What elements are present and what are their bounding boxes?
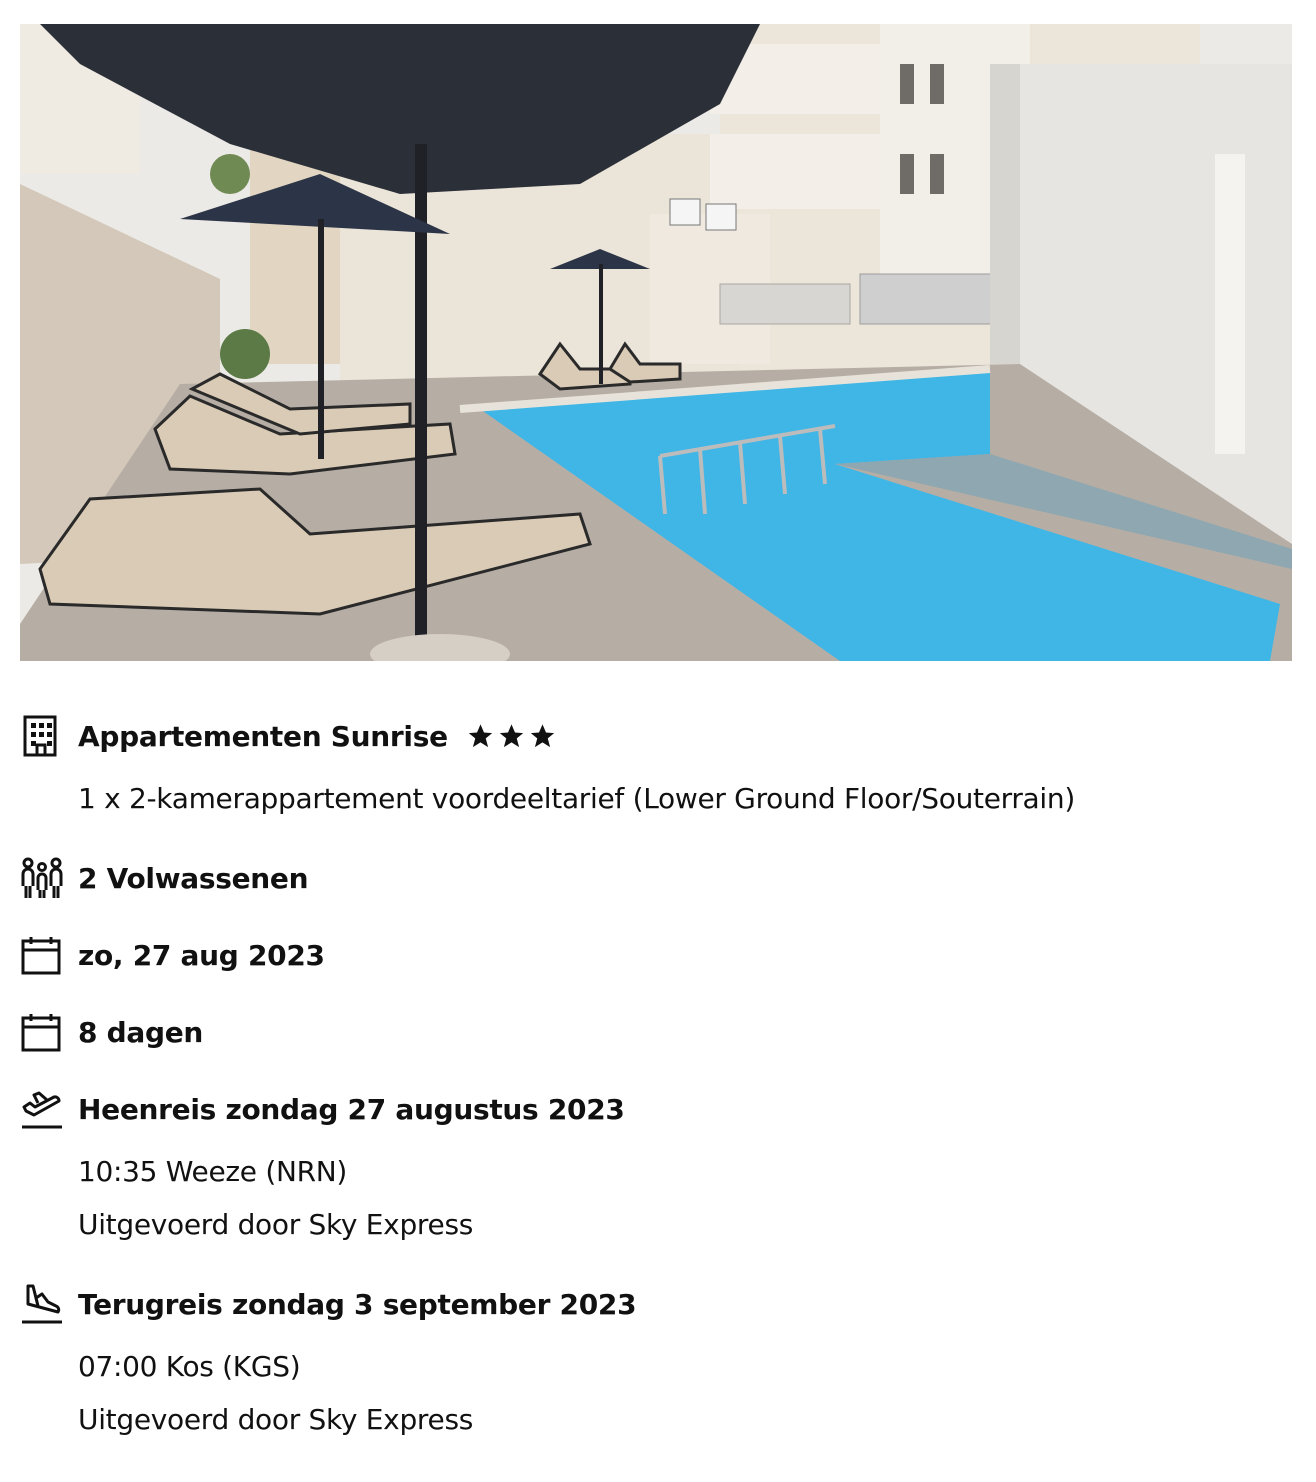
outbound-time-airport: 10:35 Weeze (NRN) xyxy=(78,1155,348,1188)
return-flight-row xyxy=(20,1282,636,1326)
hotel-row xyxy=(20,714,557,758)
departure-date-row xyxy=(20,933,325,977)
room-description: 1 x 2-kamerappartement voordeeltarief (Lower Ground Floor/Souterrain) xyxy=(78,782,1075,815)
outbound-operator: Uitgevoerd door Sky Express xyxy=(78,1208,474,1241)
star-icon xyxy=(497,722,526,750)
return-time-airport: 07:00 Kos (KGS) xyxy=(78,1350,301,1383)
return-operator: Uitgevoerd door Sky Express xyxy=(78,1403,474,1436)
return-title: Terugreis zondag 3 september 2023 xyxy=(78,1287,637,1321)
plane-takeoff-icon xyxy=(20,1087,66,1131)
departure-date-label: zo, 27 aug 2023 xyxy=(78,938,325,972)
duration-label: 8 dagen xyxy=(78,1015,204,1049)
travellers-row xyxy=(20,856,308,900)
calendar-icon xyxy=(20,933,66,977)
building-icon xyxy=(20,714,66,758)
outbound-title: Heenreis zondag 27 augustus 2023 xyxy=(78,1092,625,1126)
calendar-icon xyxy=(20,1010,66,1054)
star-icon xyxy=(466,722,495,750)
family-icon xyxy=(20,856,66,900)
travellers-label: 2 Volwassenen xyxy=(78,861,309,895)
hotel-photo[interactable] xyxy=(20,24,1292,661)
star-icon xyxy=(528,722,557,750)
plane-landing-icon xyxy=(20,1282,66,1326)
hotel-name[interactable]: Appartementen Sunrise xyxy=(78,719,448,753)
duration-row xyxy=(20,1010,203,1054)
outbound-flight-row xyxy=(20,1087,625,1131)
hotel-rating xyxy=(466,722,557,750)
